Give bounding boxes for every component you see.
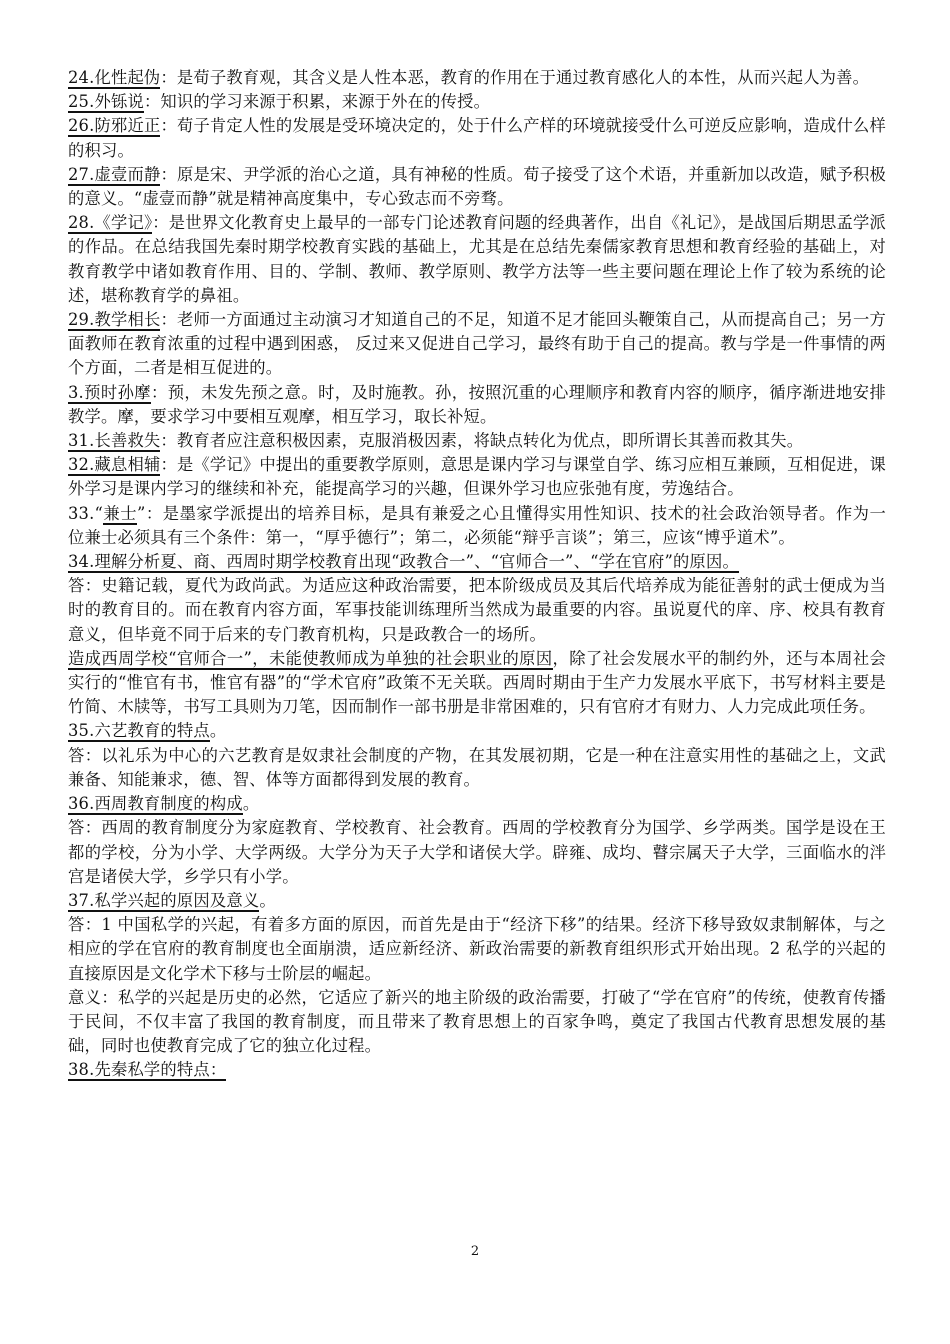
term-definition: ：是《学记》中提出的重要教学原则，意思是课内学习与课堂自学、练习应相互兼顾，互相促进，课外学习是课内学习的继续和补充，能提高学习的兴趣，但课外学习也应张弛有度，劳逸结合。	[68, 455, 886, 499]
question-heading: 37.私学兴起的原因及意义	[68, 890, 260, 910]
entry-29	[68, 308, 886, 381]
term-definition: ：预，未发先预之意。时，及时施教。孙，按照沉重的心理顺序和教育内容的顺序，循序渐进地安排教学。摩，要求学习中要相互观摩，相互学习，取长补短。	[68, 382, 886, 426]
entry-33	[68, 502, 886, 550]
question-37	[68, 889, 886, 913]
question-heading: 34.理解分析夏、商、西周时期学校教育出现“政教合一”、“官师合一”、“学在官府”的原因。	[68, 552, 739, 572]
entry-26	[68, 114, 886, 162]
entry-24	[68, 66, 886, 90]
question-heading: 35.六艺教育的特点	[68, 721, 210, 741]
answer-36: 答：西周的教育制度分为家庭教育、学校教育、社会教育。西周的学校教育分为国学、乡学两类。国学是设在王都的学校，分为小学、大学两级。大学分为天子大学和诸侯大学。辟雍、成均、瞽宗属天子大学，三面临水的泮宫是诸侯大学，乡学只有小学。	[68, 818, 886, 886]
term-definition: ：是世界文化教育史上最早的一部专门论述教育问题的经典著作，出自《礼记》，是战国后期思孟学派的作品。在总结我国先秦时期学校教育实践的基础上，尤其是在总结先秦儒家教育思想和教育经验的基础上，对教育教学中诸如教育作用、目的、学制、教师、教学原则、教学方法等一些主要问题在理论上作了较为系统的论述，堪称教育学的鼻祖。	[68, 213, 886, 305]
term-definition: ：是荀子教育观，其含义是人性本恶，教育的作用在于通过教育感化人的本性，从而兴起人为善。	[160, 68, 870, 87]
term-heading: 兼士	[103, 503, 138, 523]
term-definition: ：知识的学习来源于积累，来源于外在的传授。	[143, 92, 491, 112]
term-definition: ：原是宋、尹学派的治心之道，具有神秘的性质。荀子接受了这个术语，并重新加以改造，赋予积极的意义。“虚壹而静”就是精神高度集中，专心致志而不旁骛。	[68, 164, 886, 209]
term-heading: 28.《学记》	[68, 213, 153, 233]
term-heading: 25.外铄说	[68, 92, 144, 112]
page-number: 2	[470, 1244, 480, 1259]
term-definition: ”：是墨家学派提出的培养目标，是具有兼爱之心且懂得实用性知识、技术的社会政治领导者。作为一位兼士必须具有三个条件：第一，“厚乎德行”；第二，必须能“辩乎言谈”；第三，应该“博乎道术”。	[68, 503, 886, 547]
term-definition: ：荀子肯定人性的发展是受环境决定的，处于什么产样的环境就接受什么可逆反应影响，造成什么样的积习。	[68, 116, 886, 160]
page-content	[68, 66, 886, 1083]
term-heading: 29.教学相长	[68, 310, 161, 330]
entry-28	[68, 211, 886, 308]
answer-35: 答：以礼乐为中心的六艺教育是奴隶社会制度的产物，在其发展初期，它是一种在注意实用性的基础之上，文武兼备、知能兼求，德、智、体等方面都得到发展的教育。	[68, 745, 886, 789]
answer-text: ，除了社会发展水平的制约外，还与本周社会实行的“惟官有书，惟官有器”的“学术官府”政策不无关联。西周时期由于生产力发展水平底下，书写材料主要是竹简、木牍等，书写工具则为刀笔，因而制作一部书册是非常困难的，只有官府才有财力、人力完成此项任务。	[68, 648, 886, 717]
term-heading: 26.防邪近正	[68, 116, 161, 136]
term-heading: 32.藏息相辅	[68, 455, 161, 475]
term-heading: 24.化性起伪	[68, 68, 161, 87]
question-heading: 36.西周教育制度的构成	[68, 794, 243, 814]
question-punct: 。	[242, 794, 260, 814]
question-heading: 38.先秦私学的特点：	[68, 1060, 227, 1080]
question-punct: 。	[259, 890, 276, 910]
answer-34-part2	[68, 647, 886, 720]
question-34	[68, 550, 886, 574]
term-heading: 31.长善救失	[68, 431, 161, 451]
answer-34-part1: 答：史籍记载，夏代为政尚武。为适应这种政治需要，把本阶级成员及其后代培养成为能征善射的武士便成为当时的教育目的。而在教育内容方面，军事技能训练理所当然成为最重要的内容。虽说夏代的庠、序、校具有教育意义，但毕竟不同于后来的专门教育机构，只是政教合一的场所。	[68, 576, 886, 644]
entry-31	[68, 429, 886, 453]
meaning-37: 意义：私学的兴起是历史的必然，它适应了新兴的地主阶级的政治需要，打破了“学在官府”的传统，使教育传播于民间，不仅丰富了我国的教育制度，而且带来了教育思想上的百家争鸣，奠定了我国古代教育思想发展的基础，同时也使教育完成了它的独立化过程。	[68, 987, 886, 1056]
underlined-phrase: 造成西周学校“官师合一”，未能使教师成为单独的社会职业的原因	[68, 648, 553, 668]
question-36	[68, 792, 886, 816]
term-prefix: 33.“	[68, 503, 104, 523]
term-heading: 3.预时孙摩	[68, 382, 151, 402]
question-35	[68, 719, 886, 743]
entry-30	[68, 381, 886, 429]
entry-27	[68, 163, 886, 211]
question-38	[68, 1058, 886, 1082]
answer-37: 答：1 中国私学的兴起，有着多方面的原因，而首先是由于“经济下移”的结果。经济下移导致奴隶制解体，与之相应的学在官府的教育制度也全面崩溃，适应新经济、新政治需要的新教育组织形式开始出现。2 私学的兴起的直接原因是文化学术下移与士阶层的崛起。	[68, 915, 886, 983]
term-definition: ：老师一方面通过主动演习才知道自己的不足，知道不足才能回头鞭策自己，从而提高自己；另一方面教师在教育浓重的过程中遇到困惑， 反过来又促进自己学习，最终有助于自己的提高。教与学是一件事情的两个方面，二者是相互促进的。	[68, 310, 886, 378]
term-heading: 27.虚壹而静	[68, 164, 161, 184]
entry-25	[68, 90, 886, 114]
question-punct: 。	[209, 721, 227, 741]
entry-32	[68, 453, 886, 501]
term-definition: ：教育者应注意积极因素，克服消极因素，将缺点转化为优点，即所谓长其善而救其失。	[160, 431, 804, 451]
